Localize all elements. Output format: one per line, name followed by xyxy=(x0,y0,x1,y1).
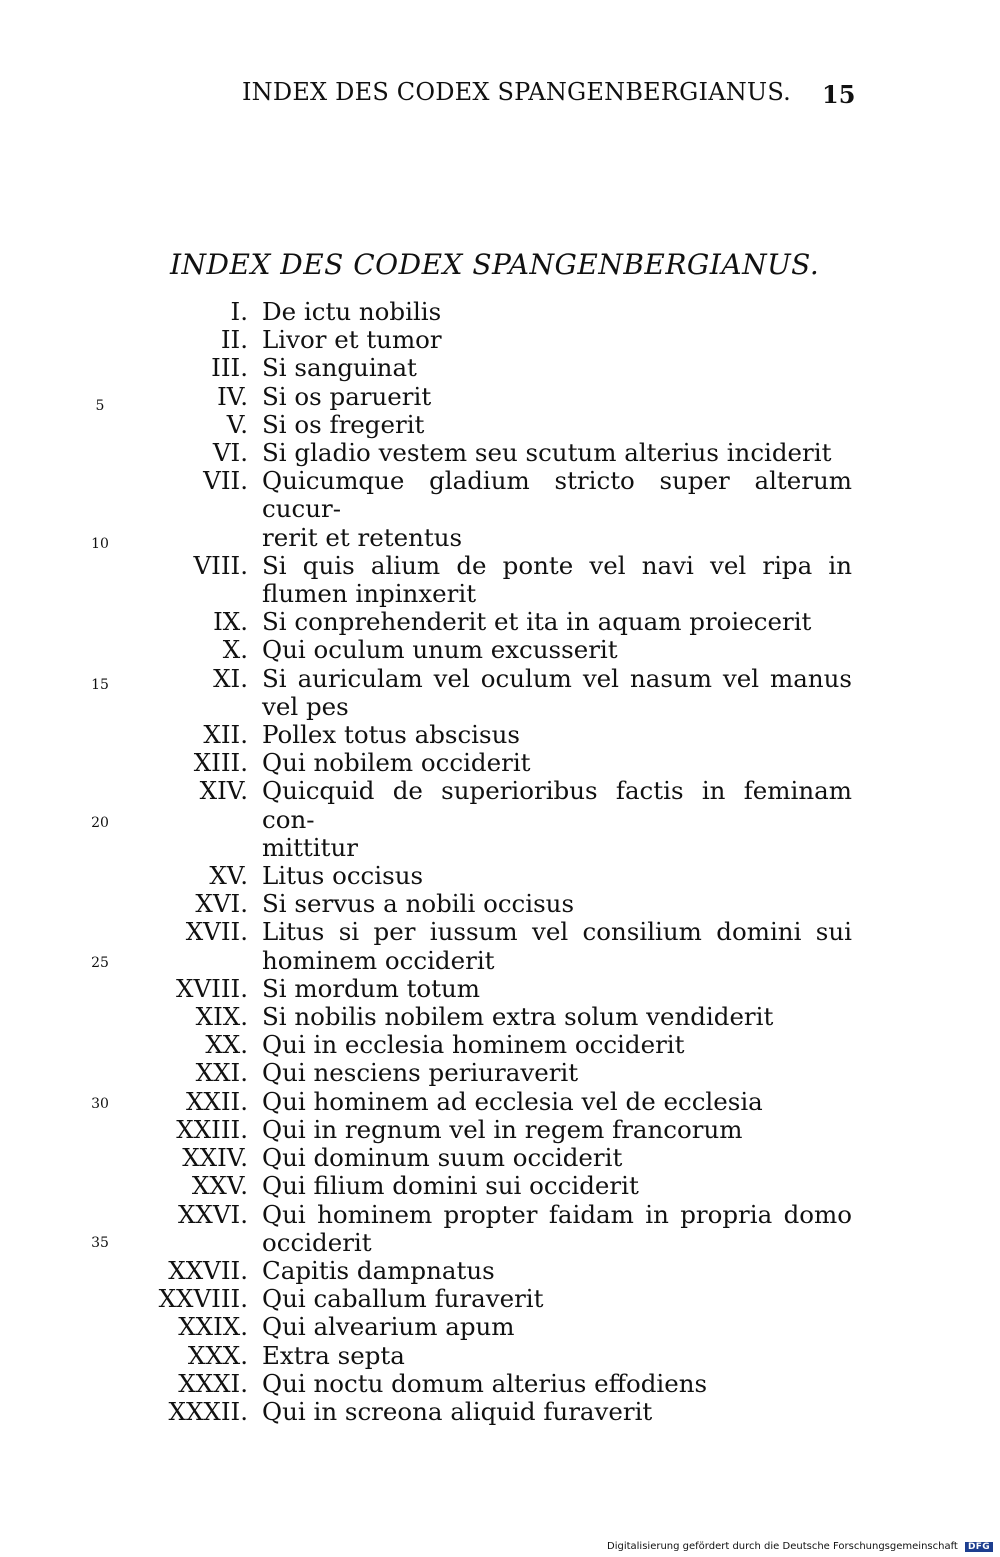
entry-text xyxy=(262,1370,852,1398)
entry-line: vel pes xyxy=(262,691,349,721)
entry-number: X. xyxy=(222,635,248,665)
entry-number: XXIX. xyxy=(178,1312,248,1342)
entry-text xyxy=(262,552,852,608)
entry-line: rerit et retentus xyxy=(262,522,463,552)
entry-text xyxy=(262,1257,852,1285)
entry-text xyxy=(262,1144,852,1172)
entry-line: Si sanguinat xyxy=(262,353,417,383)
entry-number: XXII. xyxy=(185,1086,248,1116)
entry-text xyxy=(262,1059,852,1087)
entry-number: VII. xyxy=(203,466,248,496)
index-entry xyxy=(0,749,1000,777)
entry-line: Qui in regnum vel in regem francorum xyxy=(262,1114,743,1144)
index-entry xyxy=(0,862,1000,890)
entry-number: V. xyxy=(226,409,248,439)
entry-line: Qui in screona aliquid furaverit xyxy=(262,1396,653,1426)
entry-text xyxy=(262,1201,852,1257)
index-entry xyxy=(0,1059,1000,1087)
entry-text xyxy=(262,636,852,664)
entry-line: Extra septa xyxy=(262,1340,405,1370)
entry-number: III. xyxy=(211,353,248,383)
entry-text xyxy=(262,608,852,636)
entry-text xyxy=(262,1116,852,1144)
margin-line-number: 5 xyxy=(95,398,105,414)
entry-text xyxy=(262,665,852,721)
index-entry xyxy=(0,298,1000,326)
entry-line: Qui nesciens periuraverit xyxy=(262,1058,579,1088)
index-entry xyxy=(0,467,1000,552)
entry-number: XI. xyxy=(213,663,248,693)
index-entry xyxy=(0,326,1000,354)
index-entry xyxy=(0,1370,1000,1398)
entry-line: Si conprehenderit et ita in aquam proiecerit xyxy=(262,607,812,637)
entry-text xyxy=(262,1313,852,1341)
entry-line: Livor et tumor xyxy=(262,325,442,355)
entry-number: XIX. xyxy=(195,1002,248,1032)
entry-line: flumen inpinxerit xyxy=(262,579,477,609)
margin-line-number: 35 xyxy=(91,1235,109,1251)
index-entry xyxy=(0,890,1000,918)
index-entry xyxy=(0,439,1000,467)
footer-text: Digitalisierung gefördert durch die Deutsche Forschungsgemeinschaft xyxy=(607,1541,958,1552)
entry-line: Si mordum totum xyxy=(262,973,481,1003)
index-entry xyxy=(0,1342,1000,1370)
page-number: 15 xyxy=(822,80,856,109)
entry-text xyxy=(262,354,852,382)
index-entry xyxy=(0,636,1000,664)
entry-text xyxy=(262,918,852,974)
entry-number: XVIII. xyxy=(176,973,248,1003)
entry-text xyxy=(262,1031,852,1059)
entry-line: occiderit xyxy=(262,1227,372,1257)
entry-number: XV. xyxy=(209,861,248,891)
entry-line: Qui dominum suum occiderit xyxy=(262,1143,623,1173)
index-entry xyxy=(0,1313,1000,1341)
entry-text xyxy=(262,383,852,411)
margin-line-number: 30 xyxy=(91,1096,109,1112)
entry-text xyxy=(262,862,852,890)
index-entry xyxy=(0,608,1000,636)
index-entry xyxy=(0,975,1000,1003)
entry-line: Si os fregerit xyxy=(262,409,425,439)
entry-number: I. xyxy=(230,297,248,326)
index-entry xyxy=(0,1003,1000,1031)
entry-text xyxy=(262,1172,852,1200)
entry-text xyxy=(262,1003,852,1031)
index-entry xyxy=(0,1285,1000,1313)
entry-text xyxy=(262,975,852,1003)
entry-number: XII. xyxy=(203,720,248,750)
entry-number: IV. xyxy=(217,381,248,411)
entry-number: VI. xyxy=(212,438,248,468)
entry-text xyxy=(262,439,852,467)
index-entry xyxy=(0,1031,1000,1059)
entry-text xyxy=(262,1285,852,1313)
entry-text xyxy=(262,326,852,354)
entry-line: De ictu nobilis xyxy=(262,297,442,326)
index-entry xyxy=(0,918,1000,974)
entry-line: Qui oculum unum excusserit xyxy=(262,635,618,665)
entry-line: Qui in ecclesia hominem occiderit xyxy=(262,1030,685,1060)
entry-number: IX. xyxy=(213,607,248,637)
entry-line: Si gladio vestem seu scutum alterius inciderit xyxy=(262,438,832,468)
index-entry xyxy=(0,354,1000,382)
margin-line-number: 20 xyxy=(91,815,109,831)
entry-text xyxy=(262,890,852,918)
entry-number: XXVI. xyxy=(177,1199,248,1229)
index-entries xyxy=(0,298,1000,1426)
entry-line: Qui noctu domum alterius effodiens xyxy=(262,1368,708,1398)
index-entry xyxy=(0,665,1000,721)
entry-line: Si auriculam vel oculum vel nasum vel manus xyxy=(262,663,852,693)
entry-text xyxy=(262,1398,852,1426)
entry-line: Si os paruerit xyxy=(262,381,432,411)
entry-number: XVI. xyxy=(195,889,248,919)
entry-number: XXV. xyxy=(191,1171,248,1201)
index-entry xyxy=(0,1257,1000,1285)
entry-number: XX. xyxy=(205,1030,248,1060)
entry-line: Si nobilis nobilem extra solum vendiderit xyxy=(262,1002,774,1032)
entry-number: XXVII. xyxy=(168,1255,248,1285)
entry-line: Si quis alium de ponte vel navi vel ripa in xyxy=(262,550,852,580)
index-entry xyxy=(0,1201,1000,1257)
index-entry xyxy=(0,411,1000,439)
margin-line-number: 15 xyxy=(91,677,109,693)
entry-text xyxy=(262,411,852,439)
entry-line: Qui alvearium apum xyxy=(262,1312,515,1342)
entry-number: XXIII. xyxy=(176,1114,248,1144)
entry-line: Qui hominem ad ecclesia vel de ecclesia xyxy=(262,1086,763,1116)
index-entry xyxy=(0,552,1000,608)
entry-text xyxy=(262,1342,852,1370)
footer xyxy=(607,1541,993,1552)
dfg-logo: DFG xyxy=(965,1542,993,1552)
margin-line-number: 25 xyxy=(91,955,109,971)
entry-line: Si servus a nobili occisus xyxy=(262,889,575,919)
entry-line: Qui caballum furaverit xyxy=(262,1284,544,1314)
entry-line: Quicumque gladium stricto super alterum cucur- xyxy=(262,466,852,524)
entry-line: mittitur xyxy=(262,832,358,862)
entry-number: XXI. xyxy=(195,1058,248,1088)
entry-text xyxy=(262,467,852,552)
index-entry xyxy=(0,1144,1000,1172)
entry-number: XVII. xyxy=(185,917,248,947)
entry-line: hominem occiderit xyxy=(262,945,495,975)
entry-text xyxy=(262,1088,852,1116)
entry-text xyxy=(262,749,852,777)
entry-line: Qui hominem propter faidam in propria domo xyxy=(262,1199,852,1229)
entry-line: Litus si per iussum vel consilium domini sui xyxy=(262,917,852,947)
margin-line-number: 10 xyxy=(91,536,109,552)
entry-text xyxy=(262,721,852,749)
entry-line: Capitis dampnatus xyxy=(262,1255,495,1285)
index-entry xyxy=(0,721,1000,749)
index-entry xyxy=(0,1088,1000,1116)
entry-number: VIII. xyxy=(193,550,248,580)
entry-number: XIII. xyxy=(193,748,248,778)
index-entry xyxy=(0,1398,1000,1426)
entry-number: XXX. xyxy=(187,1340,248,1370)
index-entry xyxy=(0,383,1000,411)
entry-line: Litus occisus xyxy=(262,861,424,891)
entry-text xyxy=(262,298,852,326)
entry-number: XXIV. xyxy=(182,1143,248,1173)
entry-line: Qui nobilem occiderit xyxy=(262,748,531,778)
entry-text xyxy=(262,777,852,862)
page-title: INDEX DES CODEX SPANGENBERGIANUS. xyxy=(170,248,820,281)
entry-line: Pollex totus abscisus xyxy=(262,720,520,750)
entry-number: XXXI. xyxy=(178,1368,248,1398)
index-entry xyxy=(0,1172,1000,1200)
entry-line: Qui filium domini sui occiderit xyxy=(262,1171,639,1201)
entry-number: XXXII. xyxy=(168,1396,248,1426)
entry-number: XIV. xyxy=(199,776,248,806)
index-entry xyxy=(0,777,1000,862)
entry-number: II. xyxy=(220,325,248,355)
running-head: INDEX DES CODEX SPANGENBERGIANUS. xyxy=(242,78,791,106)
entry-number: XXVIII. xyxy=(158,1284,248,1314)
index-entry xyxy=(0,1116,1000,1144)
entry-line: Quicquid de superioribus factis in feminam con- xyxy=(262,776,852,834)
